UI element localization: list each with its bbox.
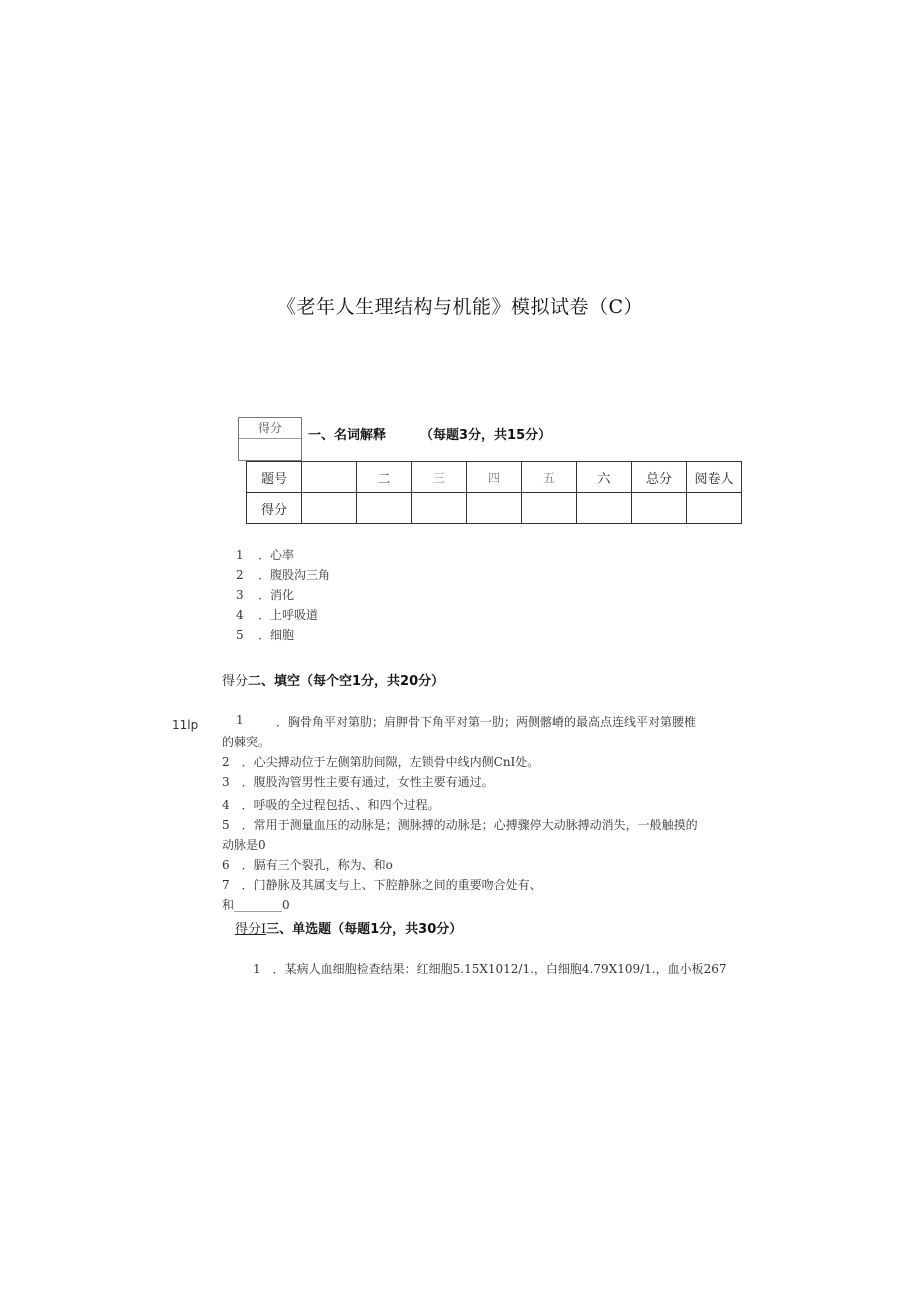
- score-box: [238, 417, 302, 461]
- fill-question-5: 5 ．常用于测量血压的动脉是；测脉搏的动脉是；心搏骤停大动脉搏动消失，一般触摸的: [222, 818, 698, 832]
- score-table-cell: 总分: [632, 462, 687, 493]
- fill-question-1: ．胸骨角平对第肋；肩胛骨下角平对第一肋；两侧髂嵴的最高点连线平对第腰椎: [276, 715, 697, 729]
- score-table: [246, 461, 742, 524]
- score-table-cell[interactable]: [577, 493, 632, 524]
- fill-question-3: 3 ．腹股沟管男性主要有通过，女性主要有通过。: [222, 775, 494, 789]
- fill-question-1-number: 1: [236, 713, 244, 727]
- score-table-cell[interactable]: [522, 493, 577, 524]
- fill-question-6: 6 ．膈有三个裂孔，称为、和o: [222, 858, 393, 872]
- section2-heading: 二、填空（每个空1分，共20分）: [248, 674, 445, 689]
- score-table-cell[interactable]: [632, 493, 687, 524]
- fill-question-1-cont: 的棘突。: [222, 735, 271, 749]
- score-table-cell[interactable]: [412, 493, 467, 524]
- list-item: 2 ．腹股沟三角: [236, 568, 331, 582]
- score-table-cell: 题号: [247, 462, 302, 493]
- section3-header: [235, 918, 462, 937]
- score-table-cell[interactable]: [357, 493, 412, 524]
- fill-question-4: 4 ．呼吸的全过程包括、、和四个过程。: [222, 798, 440, 812]
- fill-question-7-cont: 和________0: [222, 898, 290, 912]
- score-table-score-row: [247, 493, 742, 524]
- score-table-cell: [302, 462, 357, 493]
- score-table-cell[interactable]: [302, 493, 357, 524]
- score-box-label: 得分: [239, 418, 301, 439]
- section2-score-prefix: 得分: [222, 674, 249, 689]
- fill-question-2: 2 ．心尖搏动位于左侧第肋间隙，左锁骨中线内侧CnI处。: [222, 755, 540, 769]
- fill-question-5-cont: 动脉是0: [222, 838, 266, 852]
- score-table-cell: 阅卷人: [687, 462, 742, 493]
- score-table-cell: 五: [522, 462, 577, 493]
- list-item: 3 ．消化: [236, 588, 295, 602]
- list-item: 5 ．细胞: [236, 628, 295, 642]
- section2-header: [222, 670, 444, 689]
- list-item: 1 ．心率: [236, 548, 295, 562]
- side-mark: 11lp: [172, 718, 199, 732]
- fill-question-7: 7 ．门静脉及其属支与上、下腔静脉之间的重要吻合处有、: [222, 878, 542, 892]
- score-table-cell: 三: [412, 462, 467, 493]
- score-table-cell[interactable]: [467, 493, 522, 524]
- section3-score-prefix: 得分I: [235, 922, 267, 937]
- list-item: 4 ．上呼吸道: [236, 608, 319, 622]
- score-table-cell: 二: [357, 462, 412, 493]
- exam-title: 《老年人生理结构与机能》模拟试卷（C）: [276, 296, 644, 318]
- score-table-cell: 四: [467, 462, 522, 493]
- section1-heading: 一、名词解释: [308, 428, 387, 443]
- score-table-cell: 六: [577, 462, 632, 493]
- score-table-cell: 得分: [247, 493, 302, 524]
- section3-heading: 三、单选题（每题1分，共30分）: [266, 922, 463, 937]
- score-table-header-row: [247, 462, 742, 493]
- score-table-cell[interactable]: [687, 493, 742, 524]
- choice-question-1: 1 ．某病人血细胞检查结果：红细胞5.15X1012/1.，白细胞4.79X109/1.，血小板267: [253, 962, 727, 976]
- section1-points: （每题3分，共15分）: [420, 428, 552, 443]
